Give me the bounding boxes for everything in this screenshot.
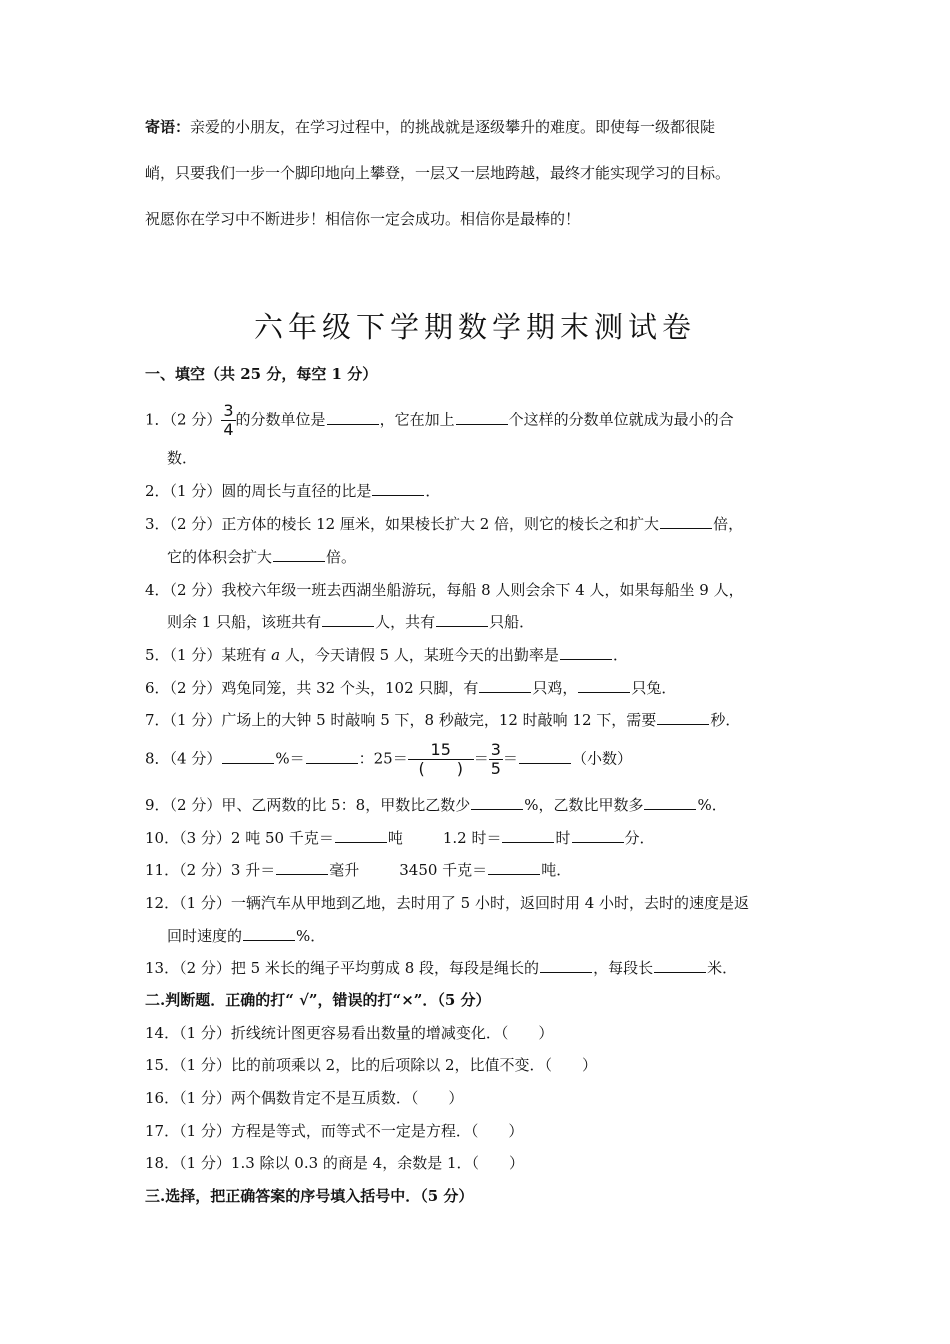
question-13: 13．（2 分）把 5 米长的绳子平均剪成 8 段，每段是绳长的 ，每段长 米． [145,959,738,977]
question-1: 1．（2 分） $\frac{3}{4}$ 的分数单位是 ，它在加上 个这样的分数单位就成为最小的合 [145,401,734,439]
motto-label: 寄语： [145,118,191,136]
section-heading-1: 一、填空（共 25 分，每空 1 分） [145,365,378,383]
fraction-15-blank: $\frac{15}{( )}$ [408,741,474,778]
answer-blank[interactable] [654,958,706,973]
answer-blank[interactable] [479,678,531,693]
answer-blank[interactable] [519,749,571,764]
answer-blank[interactable] [243,926,295,941]
question-10: 10．（3 分）2 吨 50 千克＝ 吨 1.2 时＝ 时 分． [145,829,655,847]
answer-blank[interactable] [372,481,424,496]
answer-blank[interactable] [471,795,523,810]
question-11: 11．（2 分）3 升＝ 毫升 3450 千克＝ 吨． [145,861,572,879]
answer-blank[interactable] [572,828,624,843]
question-3: 3．（2 分）正方体的棱长 12 厘米，如果棱长扩大 2 倍，则它的棱长之和扩大 倍， [145,515,744,533]
question-1-cont: 数． [167,449,198,467]
answer-blank[interactable] [578,678,630,693]
answer-blank[interactable] [222,749,274,764]
answer-blank[interactable] [660,514,712,529]
question-2: 2．（1 分）圆的周长与直径的比是 ． [145,482,441,500]
question-14: 14．（1 分）折线统计图更容易看出数量的增减变化．（ ） [145,1024,554,1042]
question-8: 8．（4 分） %＝ ：25＝ $\frac{15}{( )}$ ＝ $\frac{3}{5}$ ＝ （小数） [145,740,632,778]
question-5: 5．（1 分）某班有 a 人，今天请假 5 人，某班今天的出勤率是 ． [145,646,628,664]
question-18: 18．（1 分）1.3 除以 0.3 的商是 4，余数是 1．（ ） [145,1154,525,1172]
question-12-cont: 回时速度的 %． [167,927,326,945]
page-title: 六年级下学期数学期末测试卷 [253,310,696,344]
answer-blank[interactable] [327,410,379,425]
fraction-3-4: $\frac{3}{4}$ [223,401,234,439]
answer-blank[interactable] [488,860,540,875]
answer-blank[interactable] [306,749,358,764]
question-7: 7．（1 分）广场上的大钟 5 时敲响 5 下，8 秒敲完，12 时敲响 12 下，需要 秒． [145,711,741,729]
question-16: 16．（1 分）两个偶数肯定不是互质数．（ ） [145,1089,464,1107]
answer-blank[interactable] [436,612,488,627]
answer-blank[interactable] [540,958,592,973]
answer-blank[interactable] [657,710,709,725]
answer-blank[interactable] [273,547,325,562]
question-3-cont: 它的体积会扩大 倍。 [167,548,357,566]
answer-blank[interactable] [502,828,554,843]
question-15: 15．（1 分）比的前项乘以 2，比的后项除以 2，比值不变．（ ） [145,1056,598,1074]
question-12: 12．（1 分）一辆汽车从甲地到乙地，去时用了 5 小时，返回时用 4 小时，去时的速度是返 [145,894,750,912]
question-9: 9．（2 分）甲、乙两数的比 5：8，甲数比乙数少 %，乙数比甲数多 %． [145,796,727,814]
question-6: 6．（2 分）鸡兔同笼，共 32 个头，102 只脚，有 只鸡， 只兔． [145,679,677,697]
answer-blank[interactable] [560,645,612,660]
section-heading-3: 三.选择，把正确答案的序号填入括号中．（5 分） [145,1187,474,1205]
fraction-3-5: $\frac{3}{5}$ [490,740,501,778]
answer-blank[interactable] [456,410,508,425]
motto-line-3: 祝愿你在学习中不断进步！相信你一定会成功。相信你是最棒的！ [145,210,581,228]
section-heading-2: 二.判断题．正确的打“ √”，错误的打“×”．（5 分） [145,991,491,1009]
answer-blank[interactable] [276,860,328,875]
motto-line-1: 寄语：亲爱的小朋友，在学习过程中，的挑战就是逐级攀升的难度。即使每一级都很陡 [145,118,716,136]
answer-blank[interactable] [335,828,387,843]
answer-blank[interactable] [644,795,696,810]
motto-line-2: 峭，只要我们一步一个脚印地向上攀登，一层又一层地跨越，最终才能实现学习的目标。 [145,164,731,182]
question-4: 4．（2 分）我校六年级一班去西湖坐船游玩，每船 8 人则会余下 4 人，如果每船坐 9 人， [145,581,744,599]
answer-blank[interactable] [322,612,374,627]
question-17: 17．（1 分）方程是等式，而等式不一定是方程．（ ） [145,1122,524,1140]
question-4-cont: 则余 1 只船，该班共有 人，共有 只船． [167,613,535,631]
